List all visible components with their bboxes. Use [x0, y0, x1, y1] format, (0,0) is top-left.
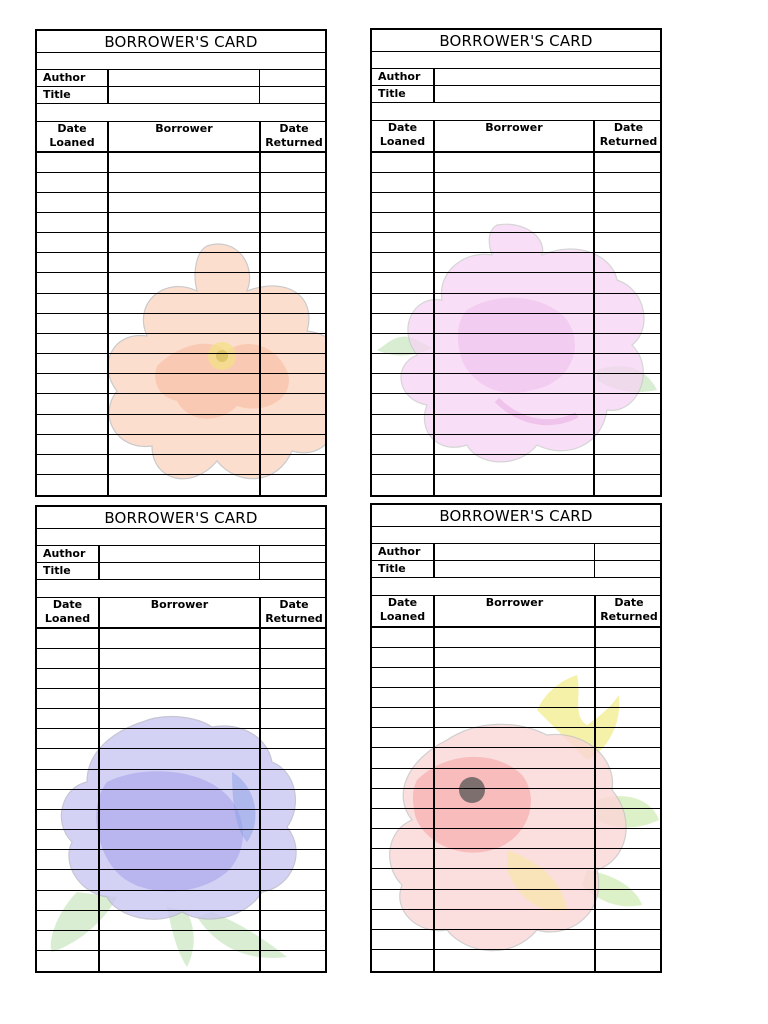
red-poppy-watermark — [387, 670, 662, 970]
author-label: Author — [378, 70, 421, 83]
author-field[interactable] — [435, 544, 593, 560]
card-title: BORROWER'S CARD — [104, 33, 258, 51]
borrower-header: Borrower — [485, 596, 544, 609]
date-returned-header: Date Returned — [265, 122, 323, 149]
borrowers-card-2 — [370, 28, 662, 497]
borrowers-card-4 — [370, 503, 662, 973]
date-returned-header: Date Returned — [265, 598, 323, 625]
title-field[interactable] — [435, 561, 593, 577]
borrower-header: Borrower — [150, 598, 209, 611]
title-field[interactable] — [435, 86, 660, 102]
card-title: BORROWER'S CARD — [439, 507, 593, 525]
date-loaned-header: Date Loaned — [379, 596, 426, 623]
author-label: Author — [378, 545, 421, 558]
date-returned-header: Date Returned — [599, 121, 658, 148]
date-returned-header: Date Returned — [600, 596, 658, 623]
card-title: BORROWER'S CARD — [439, 32, 593, 50]
pink-peony-watermark — [377, 220, 662, 475]
peach-flower-watermark — [97, 236, 327, 496]
title-field[interactable] — [110, 87, 260, 103]
title-field[interactable] — [101, 563, 259, 579]
author-field[interactable] — [435, 69, 660, 85]
borrowers-card-3 — [35, 505, 327, 973]
borrower-header: Borrower — [485, 121, 543, 134]
borrowers-card-1 — [35, 29, 327, 497]
card-title: BORROWER'S CARD — [104, 509, 258, 527]
blue-hydrangea-watermark — [47, 712, 327, 967]
date-loaned-header: Date Loaned — [379, 121, 426, 148]
author-label: Author — [43, 71, 86, 84]
title-label: Title — [378, 87, 406, 100]
author-field[interactable] — [110, 70, 260, 86]
date-loaned-header: Date Loaned — [44, 598, 91, 625]
date-loaned-header: Date Loaned — [49, 122, 95, 149]
author-label: Author — [43, 547, 86, 560]
author-field[interactable] — [101, 546, 259, 562]
borrower-header: Borrower — [155, 122, 213, 135]
title-label: Title — [378, 562, 406, 575]
title-label: Title — [43, 564, 71, 577]
title-label: Title — [43, 88, 71, 101]
